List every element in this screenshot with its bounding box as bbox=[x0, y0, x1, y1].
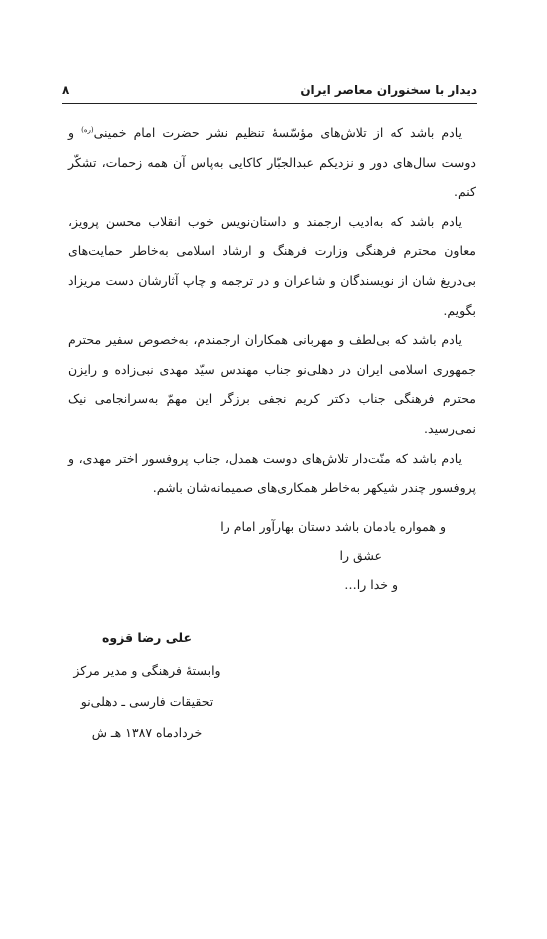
paragraph: یادم باشد که به‌ادیب ارجمند و داستان‌نویس خوب انقلاب محسن پرویز، معاون محترم فرهنگی وزارت فرهنگ و ارشاد اسلامی به‌خاطر حمایت‌های بی‌دریغ شان از نویسندگان و شاعران و در ترجمه و چاپ آثارشان دست مریزاد بگویم. bbox=[68, 213, 476, 318]
honorific-superscript: (ره) bbox=[81, 125, 94, 134]
author-affiliation: تحقیقات فارسی ـ دهلی‌نو bbox=[80, 694, 214, 709]
paragraph-text: و دوست سال‌های دور و نزدیکم عبدالجبّار کاکایی به‌پاس آن همه زحمات، تشکّر کنم. bbox=[68, 125, 476, 200]
signature-date: خردادماه ۱۳۸۷ هـ ش bbox=[91, 725, 203, 740]
running-title: دیدار با سخنوران معاصر ایران bbox=[300, 83, 477, 97]
closing-line: عشق را bbox=[339, 548, 382, 563]
page-number: ۸ bbox=[62, 83, 70, 97]
paragraph bbox=[68, 118, 476, 207]
acknowledgements-text bbox=[68, 118, 476, 503]
closing-verse bbox=[68, 512, 446, 599]
paragraph-text: یادم باشد که از تلاش‌های مؤسّسهٔ تنظیم نشر حضرت امام خمینی bbox=[93, 125, 462, 140]
author-name: علی رضا قزوه bbox=[101, 630, 193, 645]
paragraph: یادم باشد که منّت‌دار تلاش‌های دوست همدل، جناب پروفسور اختر مهدی، و پروفسور چندر شیکهر به‌خاطر همکاری‌های صمیمانه‌شان باشم. bbox=[68, 450, 476, 496]
closing-line: و خدا را… bbox=[344, 577, 398, 592]
paragraph: یادم باشد که بی‌لطف و مهربانی همکاران ارجمندم، به‌خصوص سفیر محترم جمهوری اسلامی ایران در دهلی‌نو جناب مهندس سیّد مهدی نبی‌زاده و رایزن محترم فرهنگی جناب دکتر کریم نجفی برزگر این مهمّ به‌سرانجامی نیک نمی‌رسید. bbox=[68, 332, 476, 436]
signature-block bbox=[62, 622, 232, 748]
page-header bbox=[62, 81, 477, 104]
closing-line: و همواره یادمان باشد دستان بهارآور امام را bbox=[220, 519, 446, 534]
author-title: وابستهٔ فرهنگی و مدیر مرکز bbox=[73, 663, 221, 678]
